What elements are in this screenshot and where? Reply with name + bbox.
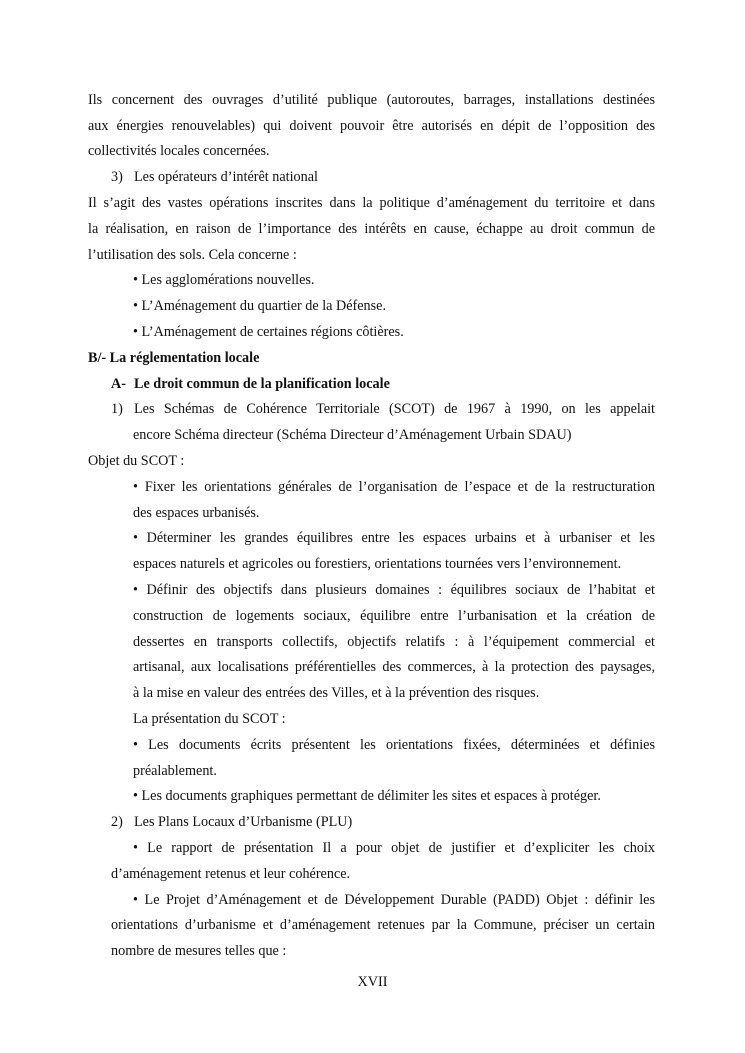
bullet-item: • Le rapport de présentation Il a pour objet de justifier et d’expliciter les choix (133, 840, 655, 856)
bullet-item: • L’Aménagement du quartier de la Défense. (133, 298, 387, 314)
paragraph-line: d’aménagement retenus et leur cohérence. (111, 866, 351, 882)
section-heading-b: B/- La réglementation locale (88, 350, 260, 366)
bullet-item: • Les documents graphiques permettant de délimiter les sites et espaces à protéger. (133, 788, 601, 804)
paragraph-line: des espaces urbanisés. (133, 505, 260, 521)
paragraph-line: Objet du SCOT : (88, 453, 185, 469)
bullet-item: • Fixer les orientations générales de l’organisation de l’espace et de la restructuration (133, 479, 655, 495)
paragraph-line: nombre de mesures telles que : (111, 943, 287, 959)
paragraph-line: à la mise en valeur des entrées des Villes, et à la prévention des risques. (133, 685, 540, 701)
heading-text: Le droit commun de la planification locale (134, 376, 390, 392)
list-marker: 3) (111, 169, 123, 185)
bullet-item: • Les agglomérations nouvelles. (133, 272, 315, 288)
list-marker: A- (111, 376, 126, 392)
item-text: Les Plans Locaux d’Urbanisme (PLU) (134, 814, 353, 830)
paragraph-line: l’utilisation des sols. Cela concerne : (88, 247, 297, 263)
paragraph-line: artisanal, aux localisations préférentielles des commerces, à la protection des paysages, (133, 659, 655, 675)
paragraph-line: espaces naturels et agricoles ou forestiers, orientations tournées vers l’environnement. (133, 556, 622, 572)
paragraph-line: préalablement. (133, 763, 217, 779)
paragraph-line: orientations d’urbanisme et d’aménagement retenues par la Commune, préciser un certain (111, 917, 655, 933)
numbered-item-2 (111, 813, 352, 831)
paragraph-line: Il s’agit des vastes opérations inscrites dans la politique d’aménagement du territoire et dans (88, 195, 655, 211)
paragraph-line: la réalisation, en raison de l’importance des intérêts en cause, échappe au droit commun de (88, 221, 655, 237)
bullet-item: • L’Aménagement de certaines régions côtières. (133, 324, 404, 340)
bullet-item: • Déterminer les grandes équilibres entre les espaces urbains et à urbaniser et les (133, 530, 655, 546)
item-text: Les Schémas de Cohérence Territoriale (SCOT) de 1967 à 1990, on les appelait (134, 401, 655, 417)
paragraph-line: construction de logements sociaux, équilibre entre l’urbanisation et la création de (133, 608, 655, 624)
subsection-heading-a (111, 375, 390, 393)
section-heading-3 (111, 168, 318, 186)
paragraph-line: Ils concernent des ouvrages d’utilité publique (autoroutes, barrages, installations destinées (88, 92, 655, 108)
paragraph-line: La présentation du SCOT : (133, 711, 286, 727)
bullet-item: • Définir des objectifs dans plusieurs domaines : équilibres sociaux de l’habitat et (133, 582, 655, 598)
paragraph-line: collectivités locales concernées. (88, 143, 270, 159)
heading-text: Les opérateurs d’intérêt national (134, 169, 318, 185)
list-marker: 1) (111, 401, 123, 417)
paragraph-line: aux énergies renouvelables) qui doivent pouvoir être autorisés en dépit de l’opposition des (88, 118, 655, 134)
page-number: XVII (357, 974, 388, 990)
numbered-item-1 (111, 400, 655, 418)
bullet-item: • Le Projet d’Aménagement et de Développement Durable (PADD) Objet : définir les (133, 892, 655, 908)
paragraph-line: dessertes en transports collectifs, objectifs relatifs : à l’équipement commercial et (133, 634, 655, 650)
list-marker: 2) (111, 814, 123, 830)
paragraph-line: encore Schéma directeur (Schéma Directeur d’Aménagement Urbain SDAU) (133, 427, 572, 443)
bullet-item: • Les documents écrits présentent les orientations fixées, déterminées et définies (133, 737, 655, 753)
